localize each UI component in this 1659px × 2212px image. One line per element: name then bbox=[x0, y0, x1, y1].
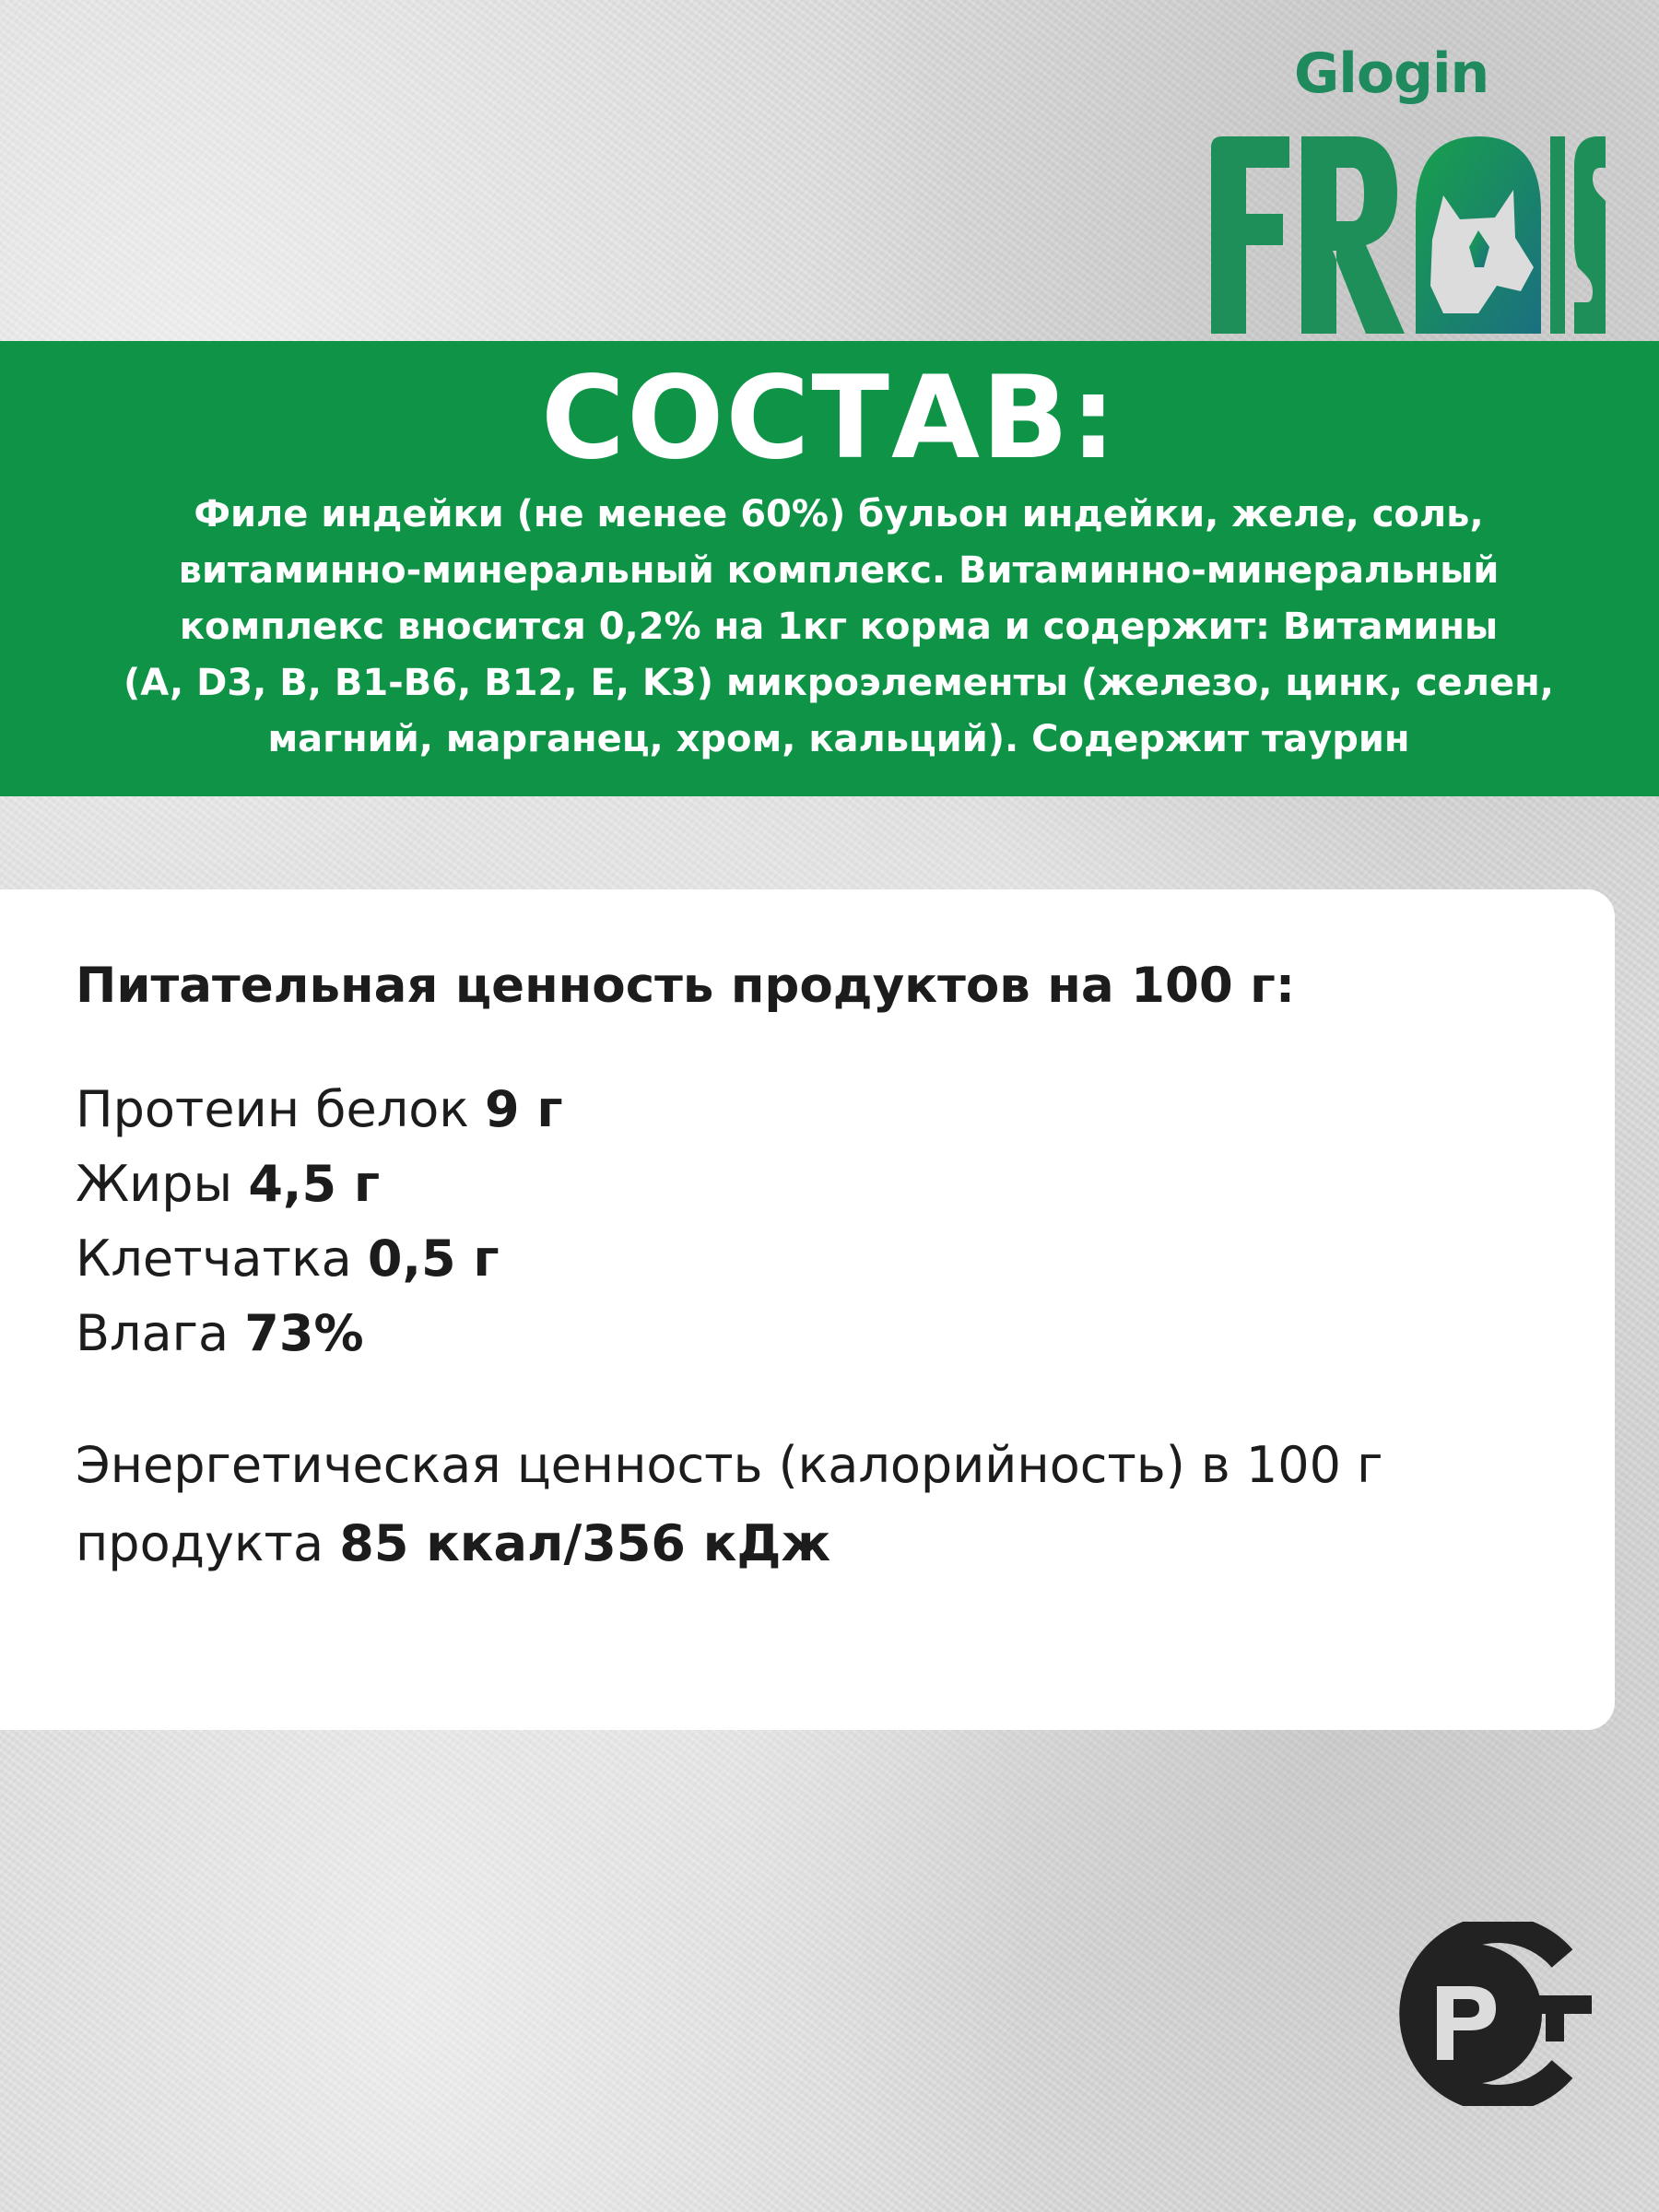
energy-line-1: Энергетическая ценность (калорийность) в 100 г bbox=[76, 1436, 1383, 1494]
nutrition-value: 4,5 г bbox=[248, 1155, 381, 1213]
nutrition-label: Протеин белок bbox=[76, 1080, 469, 1138]
energy-value-block bbox=[76, 1426, 1587, 1583]
composition-line: (A, D3, B, B1-B6, B12, E, K3) микроэлементы (железо, цинк, селен, bbox=[123, 662, 1554, 704]
nutrition-heading: Питательная ценность продуктов на 100 г: bbox=[76, 958, 1296, 1014]
energy-prefix: продукта bbox=[76, 1514, 324, 1572]
animal-head-icon bbox=[1416, 136, 1541, 334]
energy-line-2 bbox=[76, 1504, 1587, 1583]
composition-line: Филе индейки (не менее 60%) бульон индейки, желе, соль, bbox=[194, 493, 1484, 535]
brand-subtitle: Glogin bbox=[1294, 41, 1489, 106]
nutrition-item-protein bbox=[76, 1072, 563, 1147]
composition-text bbox=[74, 487, 1604, 768]
nutrition-item-fiber bbox=[76, 1221, 563, 1296]
composition-band bbox=[0, 341, 1659, 796]
composition-line: комплекс вносится 0,2% на 1кг корма и содержит: Витамины bbox=[179, 606, 1499, 648]
brand-logo bbox=[960, 41, 1606, 323]
nutrition-value: 9 г bbox=[485, 1080, 563, 1138]
nutrition-item-fat bbox=[76, 1147, 563, 1221]
composition-title: СОСТАВ: bbox=[540, 352, 1119, 485]
composition-line: магний, марганец, хром, кальций). Содержит таурин bbox=[267, 718, 1410, 760]
nutrition-value: 73% bbox=[244, 1304, 364, 1362]
nutrition-label: Влага bbox=[76, 1304, 229, 1362]
nutrition-value: 0,5 г bbox=[367, 1230, 500, 1288]
nutrition-item-moisture bbox=[76, 1296, 563, 1371]
composition-line: витаминно-минеральный комплекс. Витаминно-минеральный bbox=[178, 549, 1500, 592]
nutrition-label: Жиры bbox=[76, 1155, 233, 1213]
energy-value: 85 ккал/356 кДж bbox=[339, 1514, 831, 1572]
nutrition-card bbox=[0, 889, 1615, 1730]
nutrition-list bbox=[76, 1072, 563, 1371]
brand-wordmark bbox=[1202, 129, 1607, 341]
nutrition-label: Клетчатка bbox=[76, 1230, 352, 1288]
pct-certification-icon bbox=[1334, 1922, 1601, 2106]
